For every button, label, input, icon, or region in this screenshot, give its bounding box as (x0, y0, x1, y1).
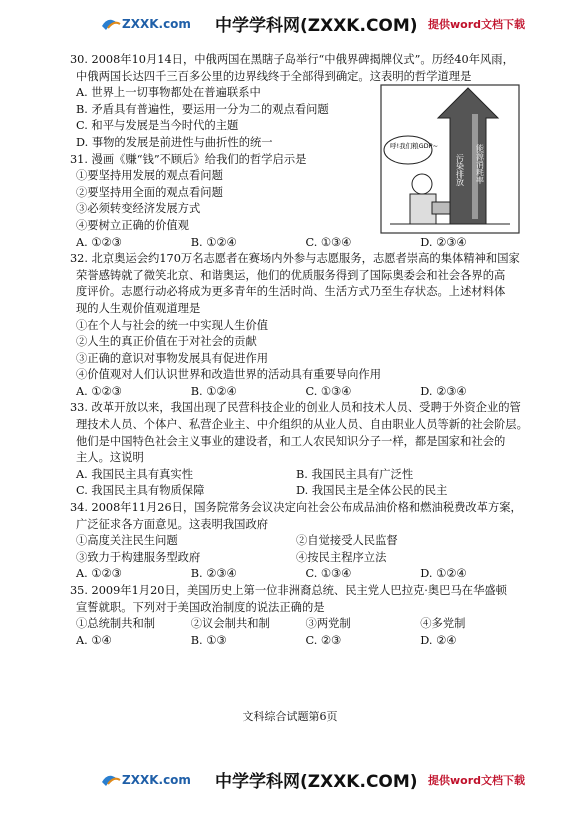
option-a: A. 世界上一切事物都处在普遍联系中 (76, 86, 261, 100)
site-header (0, 10, 580, 38)
answer-b: B. ①②④ (190, 235, 237, 249)
option-b: B. 矛盾具有普遍性，要运用一分为二的观点看问题 (76, 102, 329, 116)
answer-a: A. ①②③ (76, 235, 122, 249)
option-c: C. 我国民主具有物质保障 (76, 484, 205, 498)
item-3: ③必须转变经济发展方式 (76, 202, 201, 216)
cartoon-illustration (380, 84, 520, 234)
answer-c: C. ①③④ (305, 235, 352, 249)
item-4: ④价值观对人们认识世界和改造世界的活动具有重要导向作用 (76, 368, 382, 382)
download-link[interactable]: 提供word文档下载 (428, 18, 526, 31)
question-35 (70, 583, 535, 649)
answer-options (70, 483, 535, 500)
answer-a: A. ①②③ (76, 384, 122, 398)
site-logo[interactable] (100, 12, 195, 34)
question-text: 理技术人员、个体户、私营企业主、中介组织的从业人员、自由职业人员等新的社会阶层。 (76, 418, 528, 432)
answer-options (70, 235, 535, 252)
item-4: ④要树立正确的价值观 (76, 218, 189, 232)
question-text: 中俄两国长达四千三百多公里的边界线终于全部得到确定。这表明的哲学道理是 (76, 69, 472, 83)
question-34 (70, 500, 535, 583)
option-b: B. 我国民主具有广泛性 (296, 467, 414, 481)
site-footer (0, 766, 580, 794)
item-3: ③两党制 (305, 617, 351, 631)
item-1: ①总统制共和制 (76, 617, 156, 631)
answer-b: B. ②③④ (190, 567, 237, 581)
question-text: 31. 漫画《赚“钱”不顾后》给我们的哲学启示是 (70, 152, 307, 166)
question-text: 30. 2008年10月14日，中俄两国在黑瞎子岛举行“中俄界碑揭牌仪式”。历经40年风雨， (70, 53, 514, 66)
option-c: C. 和平与发展是当今时代的主题 (76, 119, 239, 133)
answer-c: C. ①③④ (305, 567, 352, 581)
question-text: 他们是中国特色社会主义事业的建设者，和工人农民知识分子一样，都是国家和社会的 (76, 434, 506, 448)
svg-text:能源消耗率: 能源消耗率 (475, 144, 485, 184)
answer-a: A. ①②③ (76, 567, 122, 581)
answer-d: D. ②③④ (420, 235, 467, 249)
option-d: D. 我国民主是全体公民的民主 (296, 484, 448, 498)
question-text: 度评价。志愿行动必将成为更多青年的生活时尚、生活方式乃至生存状态。上述材料体 (76, 285, 506, 299)
question-text: 35. 2009年1月20日，美国历史上第一位非洲裔总统、民主党人巴拉克·奥巴马在华盛顿 (70, 584, 507, 597)
item-2: ②要坚持用全面的观点看问题 (76, 185, 223, 199)
question-text: 荣誉感铸就了微笑北京、和谐奥运，他们的优质服务得到了国际奥委会和社会各界的高 (76, 268, 506, 282)
svg-text:ZXXK.com: ZXXK.com (122, 17, 191, 31)
answer-options (70, 384, 535, 401)
question-text: 广泛征求各方面意见。这表明我国政府 (76, 517, 269, 531)
site-logo[interactable] (100, 768, 195, 790)
item-row (70, 533, 535, 550)
item-1: ①要坚持用发展的观点看问题 (76, 169, 223, 183)
answer-options (70, 633, 535, 650)
item-4: ④多党制 (420, 617, 466, 631)
svg-text:污染排放: 污染排放 (455, 154, 465, 186)
question-text: 现的人生观价值观道理是 (76, 301, 201, 315)
site-name: 中学学科网(ZXXK.COM) (215, 772, 418, 792)
question-text: 主人。这说明 (76, 451, 144, 465)
question-33 (70, 400, 535, 500)
question-32 (70, 251, 535, 400)
answer-b: B. ①②④ (190, 384, 237, 398)
item-3: ③正确的意识对事物发展具有促进作用 (76, 351, 269, 365)
item-1: ①高度关注民生问题 (76, 534, 178, 548)
item-row (70, 550, 535, 567)
site-name: 中学学科网(ZXXK.COM) (215, 16, 418, 36)
item-2: ②自觉接受人民监督 (296, 534, 398, 548)
item-1: ①在个人与社会的统一中实现人生价值 (76, 318, 269, 332)
question-text: 34. 2008年11月26日，国务院常务会议决定向社会公布成品油价格和燃油税费改革方案， (70, 501, 522, 515)
item-2: ②人生的真正价值在于对社会的贡献 (76, 335, 257, 349)
answer-d: D. ①②④ (420, 567, 467, 581)
answer-a: A. ①④ (76, 633, 112, 647)
svg-text:ZXXK.com: ZXXK.com (122, 773, 191, 787)
answer-d: D. ②③④ (420, 384, 467, 398)
answer-c: C. ①③④ (305, 384, 352, 398)
item-2: ②议会制共和制 (190, 617, 270, 631)
question-text: 33. 改革开放以来，我国出现了民营科技企业的创业人员和技术人员、受聘于外资企业的管 (70, 401, 521, 415)
option-d: D. 事物的发展是前进性与曲折性的统一 (76, 135, 273, 149)
answer-options (70, 566, 535, 583)
item-3: ③致力于构建服务型政府 (76, 550, 201, 564)
page-number: 文科综合试题第6页 (242, 710, 338, 723)
item-row (70, 616, 535, 633)
item-4: ④按民主程序立法 (296, 550, 387, 564)
answer-c: C. ②③ (305, 633, 342, 647)
question-text: 32. 北京奥运会约170万名志愿者在赛场内外参与志愿服务，志愿者崇高的集体精神和国家 (70, 252, 520, 266)
svg-text:呼!我们粮GDP~: 呼!我们粮GDP~ (390, 142, 439, 150)
option-a: A. 我国民主具有真实性 (76, 467, 194, 481)
question-text: 宣誓就职。下列对于美国政治制度的说法正确的是 (76, 600, 325, 614)
answer-b: B. ①③ (190, 633, 227, 647)
answer-d: D. ②④ (420, 633, 457, 647)
download-link[interactable]: 提供word文档下载 (428, 774, 526, 787)
answer-options (70, 467, 535, 484)
